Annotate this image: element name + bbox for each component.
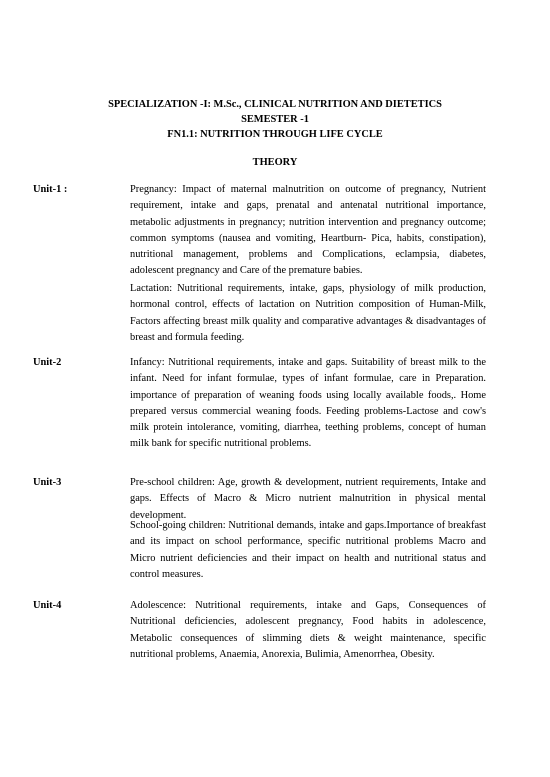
- unit-3-school-going-text: School-going children: Nutritional demands, intake and gaps.Importance of breakfast and its impact on school performance, specific nutritional problems Macro and Micro nutrient deficiencies and their impact on health and nutritional status and control measures.: [130, 520, 486, 580]
- specialization-title: SPECIALIZATION -I: M.Sc., CLINICAL NUTRITION AND DIETETICS: [108, 99, 442, 110]
- unit-4-adolescence-text: Adolescence: Nutritional requirements, intake and Gaps, Consequences of Nutritional deficiencies, adolescent pregnancy, Food habits in adolescence, Metabolic consequences of slimming diets & weight maintenance, specific nutritional problems, Anaemia, Anorexia, Bulimia, Amenorrhea, Obesity.: [130, 600, 486, 660]
- unit-1-lactation-text: Lactation: Nutritional requirements, intake, gaps, physiology of milk production, hormonal control, effects of lactation on Nutrition composition of Human-Milk, Factors affecting breast milk quality and comparative advantages & disadvantages of breast and formula feeding.: [130, 283, 486, 343]
- unit-2-label: Unit-2: [33, 357, 62, 368]
- unit-3-label: Unit-3: [33, 477, 62, 488]
- unit-1-label: Unit-1 :: [33, 184, 68, 195]
- semester-title: SEMESTER -1: [241, 114, 309, 125]
- section-title: THEORY: [252, 157, 298, 168]
- unit-2-infancy-text: Infancy: Nutritional requirements, intake and gaps. Suitability of breast milk to the infant. Need for infant formulae, types of infant formulae, care in Preparation. importance of preparation of weaning foods using locally available foods,. Home prepared versus commercial weaning foods. Feeding problems-Lactose and cow's milk protein intolerance, vomiting, diarrhea, teething problems, concept of human milk bank for specific nutritional problems.: [130, 357, 486, 450]
- unit-4-label: Unit-4: [33, 600, 62, 611]
- unit-3-preschool-text: Pre-school children: Age, growth & development, nutrient requirements, Intake and gaps. Effects of Macro & Micro nutrient malnutrition in physical mental development.: [130, 477, 486, 521]
- course-title: FN1.1: NUTRITION THROUGH LIFE CYCLE: [167, 129, 383, 140]
- unit-1-pregnancy-text: Pregnancy: Impact of maternal malnutrition on outcome of pregnancy, Nutrient requirement, intake and gaps, prenatal and antenatal nutritional importance, metabolic adjustments in pregnancy; nutrition intervention and pregnancy outcome; common symptoms (nausea and vomiting, Heartburn- Pica, habits, constipation), nutritional management, problems and Complications, eclampsia, diabetes, adolescent pregnancy and Care of the premature babies.: [130, 184, 486, 277]
